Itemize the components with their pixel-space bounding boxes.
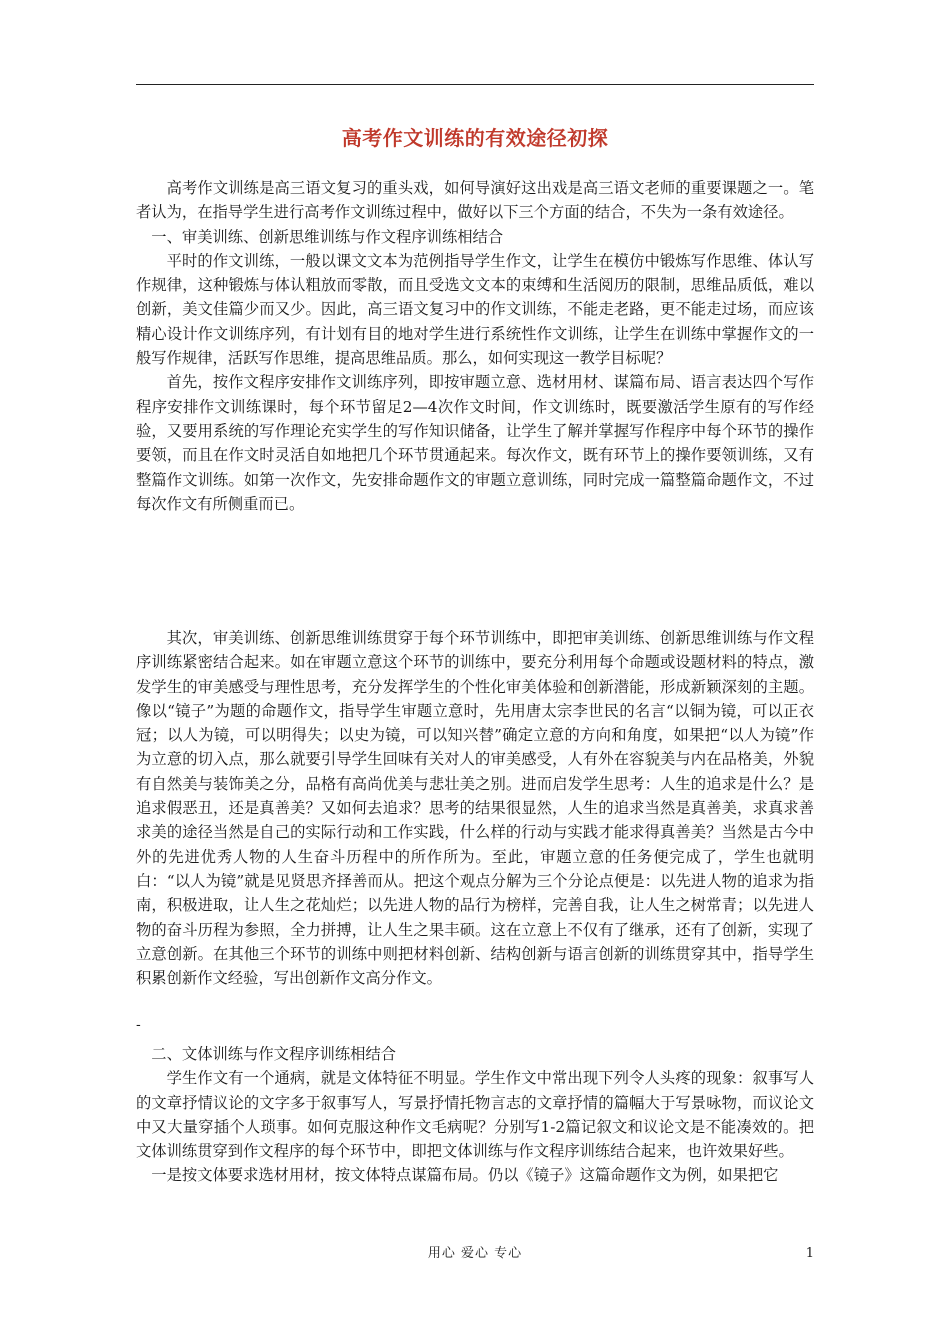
body-block-2 [136, 626, 814, 990]
page-footer [136, 1246, 814, 1262]
section-heading-2: 二、文体训练与作文程序训练相结合 [151, 1045, 397, 1063]
page-number: 1 [805, 1246, 814, 1261]
body-paragraph: 其次，审美训练、创新思维训练贯穿于每个环节训练中，即把审美训练、创新思维训练与作文程序训练紧密结合起来。如在审题立意这个环节的训练中，要充分利用每个命题或设题材料的特点，激发学生的审美感受与理性思考，充分发挥学生的个性化审美体验和创新潜能，形成新颖深刻的主题。像以“镜子”为题的命题作文，指导学生审题立意时，先用唐太宗李世民的名言“以铜为镜，可以正衣冠；以人为镜，可以明得失；以史为镜，可以知兴替”确定立意的方向和角度，如果把“以人为镜”作为立意的切入点，那么就要引导学生回味有关对人的审美感受，人有外在容貌美与内在品格美，外貌有自然美与装饰美之分，品格有高尚优美与悲壮美之别。进而启发学生思考：人生的追求是什么？是追求假恶丑，还是真善美？又如何去追求？思考的结果很显然，人生的追求当然是真善美，求真求善求美的途径当然是自己的实际行动和工作实践，什么样的行动与实践才能求得真善美？当然是古今中外的先进优秀人物的人生奋斗历程中的所作所为。至此，审题立意的任务便完成了，学生也就明白：“以人为镜”就是见贤思齐择善而从。把这个观点分解为三个分论点便是：以先进人物的追求为指南，积极进取，让人生之花灿烂；以先进人物的品行为榜样，完善自我，让人生之树常青；以先进人物的奋斗历程为参照，全力拼搏，让人生之果丰硕。这在立意上不仅有了继承，还有了创新，实现了立意创新。在其他三个环节的训练中则把材料创新、结构创新与语言创新的训练贯穿其中，指导学生积累创新作文经验，写出创新作文高分作文。 [136, 629, 814, 988]
header-rule [136, 84, 814, 85]
section-heading-1: 一、审美训练、创新思维训练与作文程序训练相结合 [151, 227, 504, 246]
body-paragraph: 平时的作文训练，一般以课文文本为范例指导学生作文，让学生在模仿中锻炼写作思维、体认写作规律，这种锻炼与体认粗放而零散，而且受选文文本的束缚和生活阅历的限制，思维品质低，难以创新，美文佳篇少而又少。因此，高三语文复习中的作文训练，不能走老路，更不能走过场，而应该精心设计作文训练序列，有计划有目的地对学生进行系统性作文训练，让学生在训练中掌握作文的一般写作规律，活跃写作思维，提高思维品质。那么，如何实现这一教学目标呢？ [136, 251, 814, 368]
body-paragraph: 首先，按作文程序安排作文训练序列，即按审题立意、选材用材、谋篇布局、语言表达四个写作程序安排作文训练课时，每个环节留足2—4次作文时间，作文训练时，既要激活学生原有的写作经验，又要用系统的写作理论充实学生的写作知识储备，让学生了解并掌握写作程序中每个环节的操作要领，而且在作文时灵活自如地把几个环节贯通起来。每次作文，既有环节上的操作要领训练，又有整篇作文训练。如第一次作文，先安排命题作文的审题立意训练，同时完成一篇整篇命题作文，不过每次作文有所侧重而已。 [136, 373, 814, 513]
document-title: 高考作文训练的有效途径初探 [341, 126, 609, 150]
footer-motto: 用心 爱心 专心 [427, 1246, 523, 1261]
body-paragraph: 一是按文体要求选材用材，按文体特点谋篇布局。仍以《镜子》这篇命题作文为例，如果把它 [151, 1166, 779, 1185]
body-paragraph: 学生作文有一个通病，就是文体特征不明显。学生作文中常出现下列令人头疼的现象：叙事写人的文章抒情议论的文字多于叙事写人，写景抒情托物言志的文章抒情的篇幅大于写景咏物，而议论文中又大量穿插个人琐事。如何克服这种作文毛病呢？分别写1-2篇记叙文和议论文是不能凑效的。把文体训练贯穿到作文程序的每个环节中，即把文体训练与作文程序训练结合起来，也许效果好些。 [136, 1069, 814, 1161]
body-block-1 [136, 176, 814, 516]
body-block-3 [136, 1042, 814, 1188]
intro-paragraph: 高考作文训练是高三语文复习的重头戏，如何导演好这出戏是高三语文老师的重要课题之一。笔者认为，在指导学生进行高考作文训练过程中，做好以下三个方面的结合，不失为一条有效途径。 [136, 179, 814, 222]
dash-mark: - [136, 1017, 141, 1033]
